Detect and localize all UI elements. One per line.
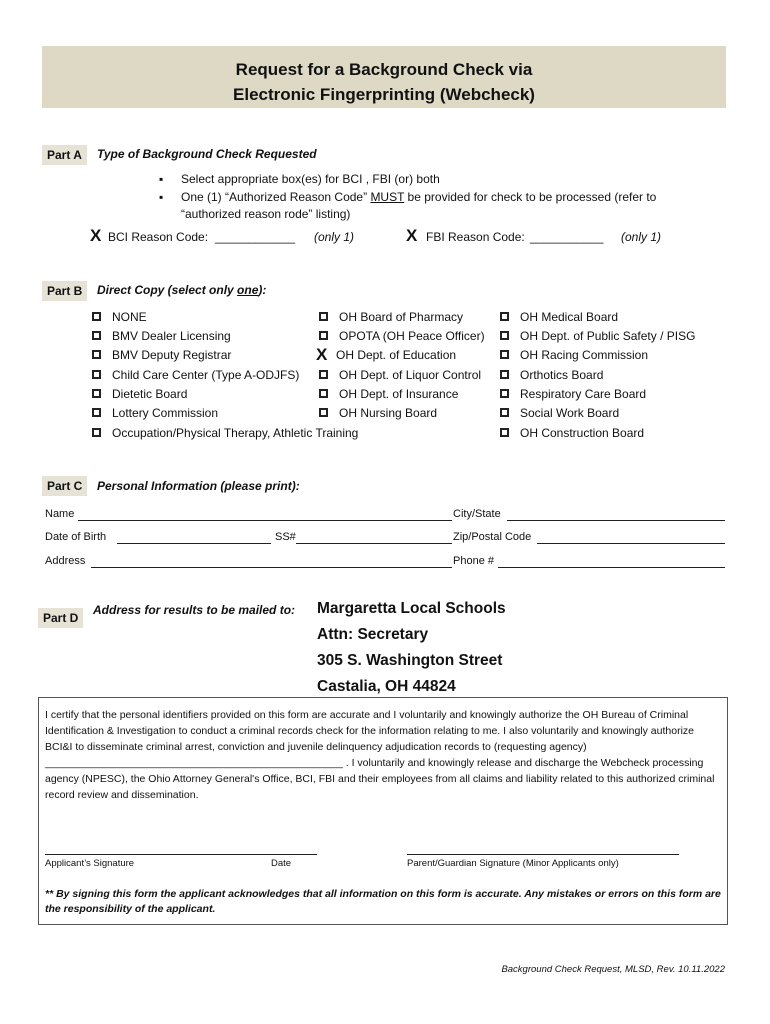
fbi-note: (only 1) (621, 230, 662, 244)
option-nursing: OH Nursing Board (339, 406, 438, 420)
bci-note: (only 1) (314, 230, 355, 244)
bci-checkbox[interactable]: X (90, 226, 102, 245)
option-none: NONE (112, 310, 147, 324)
checkbox-occupation-therapy[interactable] (92, 428, 101, 437)
part-b-label: Part B (42, 281, 87, 301)
option-bmv-deputy: BMV Deputy Registrar (112, 348, 232, 362)
footer-revision: Background Check Request, MLSD, Rev. 10.11.2022 (501, 964, 725, 975)
part-c-heading: Personal Information (please print): (97, 479, 300, 493)
option-insurance: OH Dept. of Insurance (339, 387, 459, 401)
form-title-line-1: Request for a Background Check via (235, 60, 533, 79)
bullet-icon: ▪ (159, 172, 164, 186)
checkbox-bmv-deputy[interactable] (92, 350, 101, 359)
checkbox-construction[interactable] (500, 428, 509, 437)
checkbox-dietetic[interactable] (92, 389, 101, 398)
option-pharmacy: OH Board of Pharmacy (339, 310, 464, 324)
mail-address-line-3: 305 S. Washington Street (317, 652, 503, 669)
bci-reason-field[interactable]: ____________ (215, 230, 296, 244)
city-label: City/State (453, 508, 501, 520)
option-opota: OPOTA (OH Peace Officer) (339, 329, 485, 343)
option-racing: OH Racing Commission (520, 348, 649, 362)
part-a-heading: Type of Background Check Requested (97, 147, 317, 161)
checkbox-insurance[interactable] (319, 389, 328, 398)
certification-text: I certify that the personal identifiers provided on this form are accurate and I voluntarily and knowingly authorize the OH Bureau of Criminal Identification & Investigation to conduct a criminal records check for the information relating to me. I also voluntarily and knowingly authorize BCI&I to disseminate criminal arrest, conviction and juvenile delinquency adjudication records to (requesting agency) ___________________________________________________ . I voluntarily and knowingly release and discharge the Webcheck processing agency (NPESC), the Ohio Attorney General's Office, BCI, FBI and their employees from all claims and liability related to this authorized criminal record review and dissemination. (45, 709, 715, 801)
phone-input[interactable] (498, 567, 725, 568)
fbi-reason-label: FBI Reason Code: (426, 230, 525, 244)
checkbox-racing[interactable] (500, 350, 509, 359)
part-a-bullet-2: One (1) “Authorized Reason Code” MUST be provided for check to be processed (refer to (181, 190, 657, 204)
part-d-label: Part D (38, 608, 83, 628)
checkbox-none[interactable] (92, 312, 101, 321)
checkbox-social-work[interactable] (500, 408, 509, 417)
parent-signature-line[interactable] (407, 854, 679, 855)
address-input[interactable] (91, 567, 452, 568)
option-public-safety: OH Dept. of Public Safety / PISG (520, 329, 696, 343)
bci-reason-label: BCI Reason Code: (108, 230, 209, 244)
option-social-work: Social Work Board (520, 406, 620, 420)
fbi-reason-field[interactable]: ___________ (530, 230, 604, 244)
applicant-signature-label: Applicant’s Signature (45, 858, 135, 869)
title-banner (42, 46, 726, 108)
mail-address-line-1: Margaretta Local Schools (317, 600, 506, 617)
part-b-heading: Direct Copy (select only one): (97, 283, 267, 297)
part-a-bullet-1: Select appropriate box(es) for BCI , FBI (or) both (181, 172, 440, 186)
part-d-heading: Address for results to be mailed to: (93, 603, 296, 617)
option-construction: OH Construction Board (520, 426, 645, 440)
option-occupation-therapy: Occupation/Physical Therapy, Athletic Training (112, 426, 359, 440)
option-dietetic: Dietetic Board (112, 387, 188, 401)
option-education: OH Dept. of Education (336, 348, 457, 362)
form-title-line-2: Electronic Fingerprinting (Webcheck) (233, 85, 535, 104)
option-liquor: OH Dept. of Liquor Control (339, 368, 482, 382)
option-lottery: Lottery Commission (112, 406, 219, 420)
dob-label: Date of Birth (45, 531, 107, 543)
checkbox-medical[interactable] (500, 312, 509, 321)
checkbox-child-care[interactable] (92, 370, 101, 379)
mail-address-line-2: Attn: Secretary (317, 626, 429, 643)
name-input[interactable] (78, 520, 452, 521)
checkbox-lottery[interactable] (92, 408, 101, 417)
part-a-label: Part A (42, 145, 87, 165)
checkbox-bmv-dealer[interactable] (92, 331, 101, 340)
date-label: Date (271, 858, 292, 869)
parent-signature-label: Parent/Guardian Signature (Minor Applicants only) (407, 858, 619, 869)
checkbox-respiratory[interactable] (500, 389, 509, 398)
option-medical: OH Medical Board (520, 310, 619, 324)
address-label: Address (45, 555, 86, 567)
bullet-icon: ▪ (159, 190, 164, 204)
checkbox-nursing[interactable] (319, 408, 328, 417)
ss-label: SS# (275, 531, 296, 543)
part-c-label: Part C (42, 476, 87, 496)
zip-label: Zip/Postal Code (453, 531, 532, 543)
mail-address-line-4: Castalia, OH 44824 (317, 678, 456, 695)
option-child-care: Child Care Center (Type A-ODJFS) (112, 368, 300, 382)
zip-input[interactable] (537, 543, 725, 544)
checkbox-orthotics[interactable] (500, 370, 509, 379)
option-respiratory: Respiratory Care Board (520, 387, 647, 401)
signing-note: ** By signing this form the applicant acknowledges that all information on this form is accurate. Any mistakes or errors on this form are the responsibility of the applicant. (45, 888, 721, 915)
name-label: Name (45, 508, 75, 520)
option-orthotics: Orthotics Board (520, 368, 604, 382)
ss-input[interactable] (296, 543, 452, 544)
dob-input[interactable] (117, 543, 271, 544)
applicant-signature-line[interactable] (45, 854, 317, 855)
phone-label: Phone # (453, 555, 494, 567)
checkbox-pharmacy[interactable] (319, 312, 328, 321)
checkbox-education-checked[interactable]: X (316, 345, 328, 364)
city-input[interactable] (507, 520, 725, 521)
checkbox-liquor[interactable] (319, 370, 328, 379)
option-bmv-dealer: BMV Dealer Licensing (112, 329, 231, 343)
checkbox-opota[interactable] (319, 331, 328, 340)
fbi-checkbox[interactable]: X (406, 226, 418, 245)
checkbox-public-safety[interactable] (500, 331, 509, 340)
part-a-bullet-2-cont: “authorized reason rode” listing) (181, 207, 351, 221)
